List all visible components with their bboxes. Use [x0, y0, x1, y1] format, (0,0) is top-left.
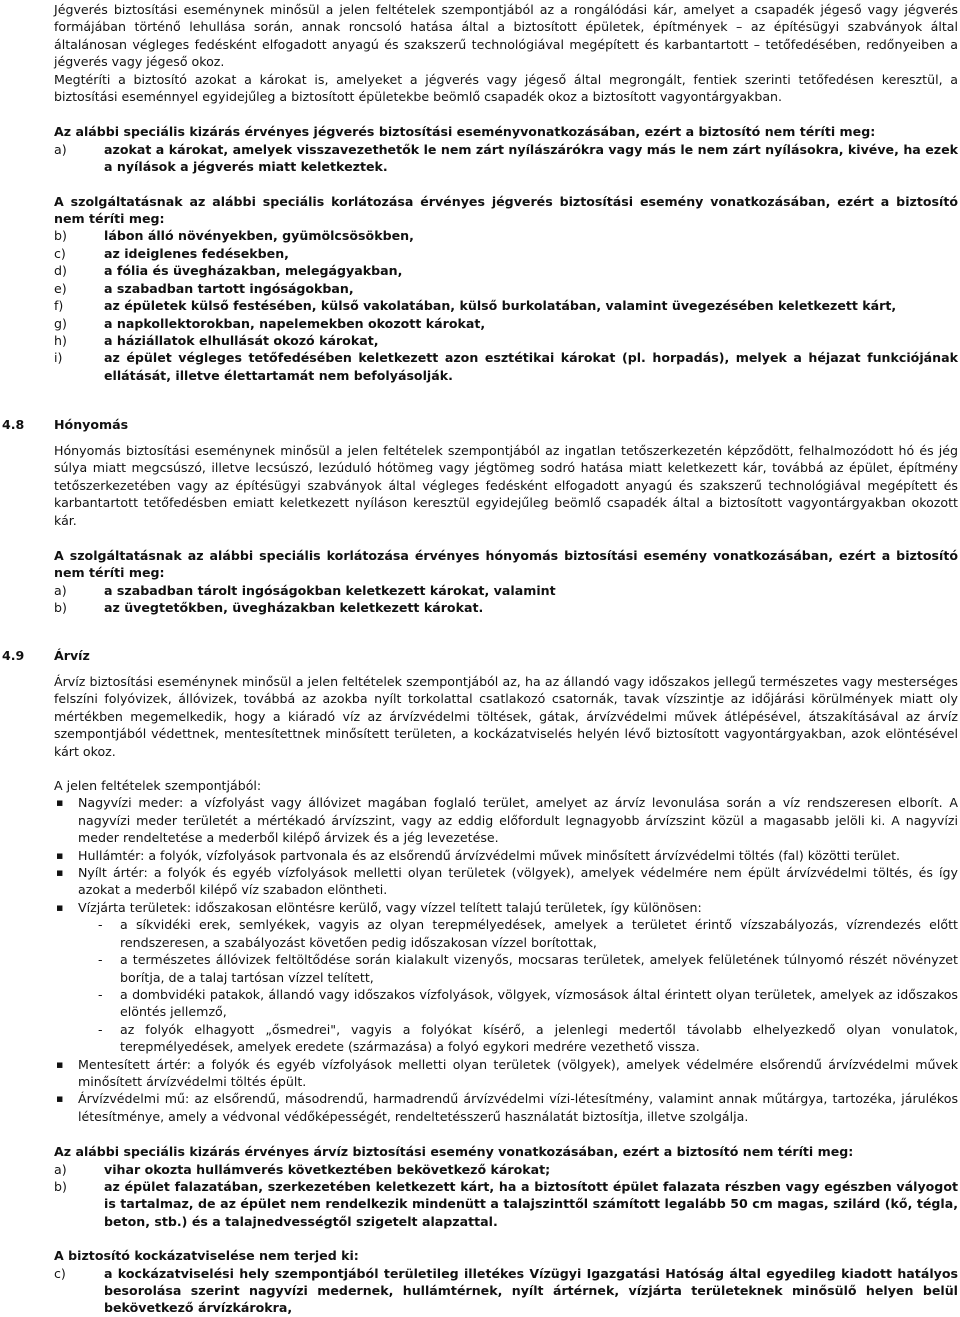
- item-text: Vízjárta területek: időszakosan elöntésre kerülő, vagy vízzel telített talajú területek, így különösen:: [78, 899, 702, 915]
- bullet-item: [54, 899, 958, 916]
- bullet-icon: ▪: [56, 796, 64, 810]
- item-text: a szabadban tárolt ingóságokban keletkezett károkat, valamint: [104, 582, 556, 598]
- sub-item: [54, 951, 958, 986]
- item-label: c): [54, 1265, 66, 1281]
- hail-reimbursement: Megtéríti a biztosító azokat a károkat is, amelyeket a jégverés vagy jégeső által megrongált, fentiek szerinti tetőfedésen keresztül, a biztosítási eseménnyel egyidejűleg a biztosított épületekbe beömlő csapadék okoz a biztosított vagyontárgyakban.: [54, 71, 958, 105]
- dash-icon: -: [98, 917, 103, 933]
- list-item: [54, 227, 958, 244]
- item-text: Nyílt ártér: a folyók és egyéb vízfolyások melletti olyan területek (völgyek), amelyek védelmére nem épült árvízvédelmi töltés, és így azokat a mederből kilépő víz szabadon elöntheti.: [78, 865, 958, 898]
- sub-item: [54, 916, 958, 951]
- flood-nocover-heading: A biztosító kockázatviselése nem terjed ki:: [54, 1248, 359, 1264]
- item-label: a): [54, 582, 67, 598]
- item-text: Hullámtér: a folyók, vízfolyások partvonala és az elsőrendű árvízvédelmi művek minősített árvízvédelmi töltés (fal) közötti terület.: [78, 847, 901, 863]
- list-item: [54, 297, 958, 314]
- item-text: a természetes állóvizek feltöltődése során kialakult vizenyős, mocsaras területek, amelyek felületének túlnyomó részét növényzet borítja, de a talaj tartósan vízzel telített,: [120, 952, 958, 985]
- bullet-icon: ▪: [56, 1092, 64, 1106]
- snow-definition: Hónyomás biztosítási eseménynek minősül a jelen feltételek szempontjából az ingatlan tetőszerkezetén képződött, felhalmozódott hó és jég súlya miatt megcsúszó, illetve lecsúszó, lezúduló hótömeg vagy jégtömeg sodró hatása miatt keletkezett kár, továbbá az épület, építmény tetőszerkezetében vagy az építésügyi szabványok által végleges fedésként elfogadott anyagú és szakszerű technológiával megépített és karbantartott tetőfedésben emiatt keletkezett nyíláson keresztül egyidejűleg beömlő csapadék által a biztosított vagyontárgyakban okozott kár.: [54, 443, 958, 528]
- item-label: i): [54, 350, 63, 366]
- item-text: a napkollektorokban, napelemekben okozott károkat,: [104, 315, 486, 331]
- item-text: a dombvidéki patakok, állandó vagy időszakos vízfolyások, völgyek, vízmosások által érintett olyan területek, amelyek az időszakos elöntés jellemző,: [120, 986, 958, 1020]
- list-item: [54, 1161, 958, 1178]
- section-number: 4.9: [2, 648, 25, 663]
- list-item: [54, 262, 958, 279]
- item-text: Mentesített ártér: a folyók és egyéb vízfolyások melletti olyan területek (völgyek), amelyek védelmére elsőrendű árvízvédelmi művek minősített árvízvédelmi töltés épült.: [78, 1056, 958, 1089]
- item-label: b): [54, 600, 67, 616]
- sub-item: [54, 1021, 958, 1056]
- bullet-icon: ▪: [56, 1057, 64, 1071]
- item-text: az ideiglenes fedésekben,: [104, 245, 289, 261]
- item-label: h): [54, 332, 67, 348]
- list-item: [54, 1265, 958, 1317]
- section-title: Árvíz: [54, 648, 90, 663]
- item-label: d): [54, 263, 67, 279]
- flood-definition-list-cont: [54, 1056, 958, 1126]
- item-label: c): [54, 245, 66, 261]
- list-item: [54, 245, 958, 262]
- item-text: az üvegtetőkben, üvegházakban keletkezett károkat.: [104, 600, 484, 616]
- item-text: a szabadban tartott ingóságokban,: [104, 280, 354, 296]
- item-text: az épület falazatában, szerkezetében keletkezett kárt, ha a biztosított épület falazata részben vagy egészben vályogot is tartalmaz, de az épület nem rendelkezik mindenütt a talajszinttől számított legalább 50 cm magas, szilárd (kő, tégla, beton, stb.) és a talajnedvességtől szigetelt alapzattal.: [104, 1178, 958, 1229]
- bullet-icon: ▪: [56, 866, 64, 880]
- hail-exclusion-heading: Az alábbi speciális kizárás érvényes jégverés biztosítási eseményvonatkozásában, ezért a biztosító nem téríti meg:: [54, 124, 876, 140]
- item-text: az épület végleges tetőfedésében keletkezett azon esztétikai károkat (pl. horpadás), melyek a héjazat funkciójának ellátását, illetve élettartamát nem befolyásolják.: [104, 350, 958, 383]
- item-text: az épületek külső festésében, külső vakolatában, külső burkolatában, valamint üvegezésében keletkezett kárt,: [104, 298, 897, 314]
- flood-sub-list: [54, 916, 958, 1055]
- flood-exclusion-list: [54, 1161, 958, 1231]
- flood-definitions-heading: A jelen feltételek szempontjából:: [54, 778, 262, 794]
- item-text: a síkvidéki erek, semlyékek, vagyis az olyan terepmélyedések, amelyek a területet érintő vízszabályozás, vízrendezés előtt rendszeresen, a szabályozást követően pedig időszakosan vízzel borítottak,: [120, 917, 958, 950]
- snow-limitation-list: [54, 582, 958, 617]
- hail-limitation-list: [54, 227, 958, 384]
- hail-limitation-heading: A szolgáltatásnak az alábbi speciális korlátozása érvényes jégverés biztosítási esemény vonatkozásában, ezért a biztosító nem téríti meg:: [54, 193, 958, 227]
- bullet-item: [54, 847, 958, 864]
- item-text: a háziállatok elhullását okozó károkat,: [104, 332, 379, 348]
- item-label: a): [54, 1161, 67, 1177]
- dash-icon: -: [98, 986, 103, 1002]
- hail-definition: Jégverés biztosítási eseménynek minősül a jelen feltételek szempontjából az a rongálódási kár, amelyet a csapadék jégeső vagy jégverés formájában történő lehullása során, annak roncsoló hatása által a biztosított épületek, építmények – az építésügyi szabványok által általánosan végleges fedésként elfogadott anyagú és szakszerű technológiával megépített és karbantartott – tetőfedésében, redőnyeiben a jégverés vagy jégeső okoz.: [54, 2, 958, 70]
- list-item: [54, 1178, 958, 1230]
- dash-icon: -: [98, 952, 103, 968]
- bullet-item: [54, 794, 958, 846]
- list-item: [54, 599, 958, 616]
- list-item: [54, 332, 958, 349]
- item-text: lábon álló növényekben, gyümölcsösökben,: [104, 228, 414, 244]
- flood-nocover-list: [54, 1265, 958, 1317]
- item-label: b): [54, 1178, 67, 1194]
- sub-item: [54, 986, 958, 1021]
- list-item: [54, 582, 958, 599]
- item-text: vihar okozta hullámverés következtében bekövetkező károkat;: [104, 1161, 551, 1177]
- bullet-icon: ▪: [56, 900, 64, 914]
- flood-definition: Árvíz biztosítási eseménynek minősül a jelen feltételek szempontjából az, ha az állandó vagy időszakos jellegű természetes vagy mesterséges felszíni folyóvizek, állóvizek, továbbá az azokba nyílt torkolattal csatlakozó csatornák, tavak vízszintje az időjárási körülmények miatt oly mértékben megemelkedik, hogy a kiáradó víz az árvízvédelmi töltések, gátak, árvízvédelmi művek átlépésével, átszakításával az árvíz szempontjából védettnek, mentesítettnek minősített területen, a kockázatviselés helyén lévő biztosított vagyontárgyakban, azok elöntésével kárt okoz.: [54, 674, 958, 759]
- list-item: [54, 349, 958, 384]
- item-text: Nagyvízi meder: a vízfolyást vagy állóvizet magában foglaló terület, amelyet az árvíz levonulása során a víz rendszeresen elborít. A nagyvízi meder területét a mértékadó árvízszint, vagy az eddig előfordult legnagyobb árvízszint közül a magasabb jelöli ki. A nagyvízi meder rendeltetése a mederből kilépő árvizek és a jég levezetése.: [78, 795, 958, 846]
- dash-icon: -: [98, 1021, 103, 1037]
- list-item: [54, 280, 958, 297]
- item-text: a kockázatviselési hely szempontjából területileg illetékes Vízügyi Igazgatási Hatóság által egyedileg kiadott hatályos besorolása szerint nagyvízi medernek, hullámtérnek, nyílt ártérnek, vízjárta területeknek minősülő helyen belül bekövetkező árvízkárokra,: [104, 1265, 958, 1316]
- flood-exclusion-heading: Az alábbi speciális kizárás érvényes árvíz biztosítási esemény vonatkozásában, ezért a biztosító nem téríti meg:: [54, 1144, 854, 1160]
- bullet-item: [54, 864, 958, 899]
- item-label: b): [54, 228, 67, 244]
- item-label: e): [54, 280, 67, 296]
- item-text: a fólia és üvegházakban, melegágyakban,: [104, 263, 403, 279]
- snow-limitation-heading: A szolgáltatásnak az alábbi speciális korlátozása érvényes hónyomás biztosítási esemény vonatkozásában, ezért a biztosító nem téríti meg:: [54, 548, 958, 581]
- bullet-item: [54, 1090, 958, 1125]
- bullet-item: [54, 1056, 958, 1091]
- section-number: 4.8: [2, 417, 25, 432]
- item-label: f): [54, 298, 64, 314]
- hail-exclusion-item: a) azokat a károkat, amelyek visszavezethetők le nem zárt nyílászárókra vagy más le nem zárt nyílásokra, kivéve, ha ezek a nyílások a jégverés miatt keletkeztek.: [54, 141, 958, 175]
- flood-definition-list: [54, 794, 958, 1125]
- item-text: az folyók elhagyott „ősmedrei", vagyis a folyókat kísérő, a jelenlegi medertől távolabb elhelyezkedő olyan vonulatok, terepmélyedések, amelyek eredete (származása) a folyó egykori medrére vezethető vissza.: [120, 1021, 958, 1055]
- bullet-icon: ▪: [56, 848, 64, 862]
- list-item: [54, 315, 958, 332]
- item-text: Árvízvédelmi mű: az elsőrendű, másodrendű, harmadrendű árvízvédelmi vízi-létesítmény, valamint annak műtárgya, tartozéka, járulékos létesítménye, amely a védvonal védőképességét, rendeltetésszerű használatát biztosítja, illetve szolgálja.: [78, 1091, 958, 1124]
- hail-section: [54, 1, 958, 384]
- item-label: g): [54, 315, 67, 331]
- section-title: Hónyomás: [54, 417, 129, 432]
